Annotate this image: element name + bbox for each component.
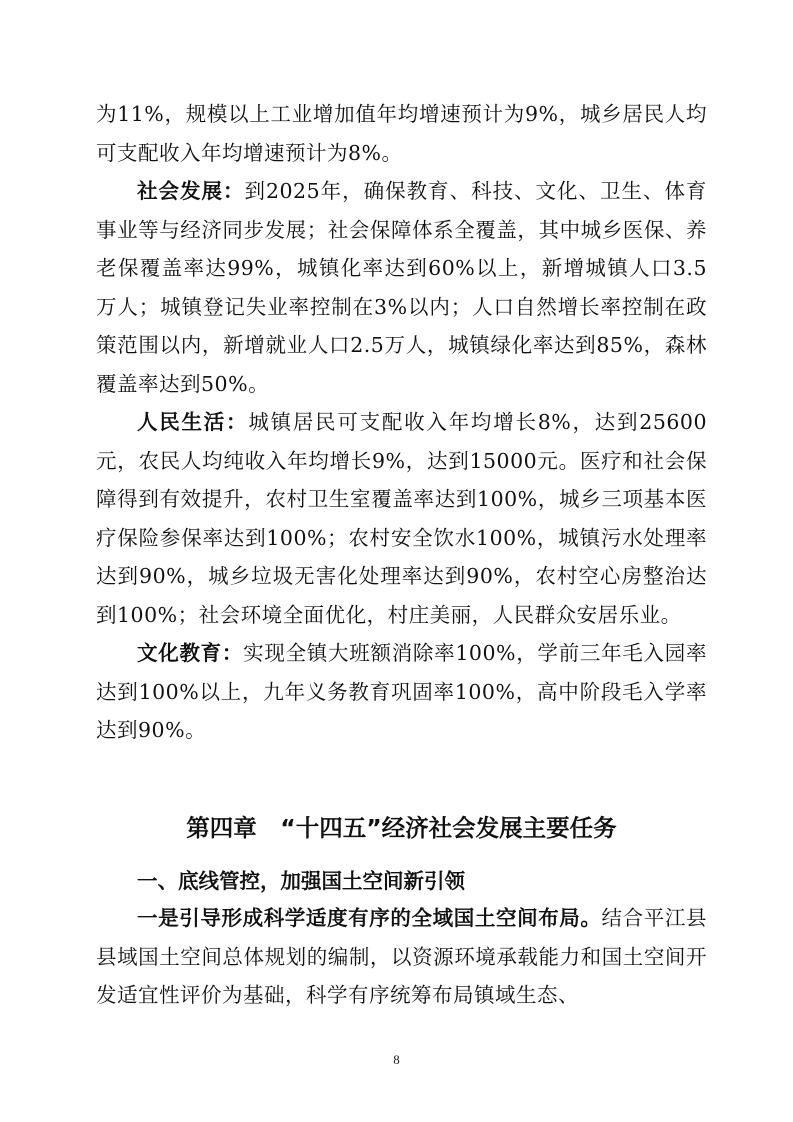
paragraph-lead-spatial: 一是引导形成科学适度有序的全域国土空间布局。 xyxy=(137,906,602,930)
paragraph-text: 实现全镇大班额消除率100%，学前三年毛入园率达到100%以上，九年义务教育巩固率100%，高中阶段毛入学率达到90%。 xyxy=(96,641,707,742)
paragraph-spatial-layout xyxy=(96,899,707,1015)
paragraph-continuation xyxy=(96,95,707,172)
paragraph-text: 结合平江县县域国土空间总体规划的编制，以资源环境承载能力和国土空间开发适宜性评价为基础，科学有序统筹布局镇域生态、 xyxy=(96,906,708,1007)
chapter-title: 第四章 “十四五”经济社会发展主要任务 xyxy=(186,814,617,842)
paragraph-people-life xyxy=(96,403,707,634)
paragraph-culture-education xyxy=(96,634,707,750)
paragraph-social-development xyxy=(96,172,707,403)
paragraph-lead-life: 人民生活： xyxy=(137,410,249,434)
paragraph-text: 到2025年，确保教育、科技、文化、卫生、体育事业等与经济同步发展；社会保障体系全覆盖，其中城乡医保、养老保覆盖率达99%，城镇化率达到60%以上，新增城镇人口3.5万人；城镇登记失业率控制在3%以内；人口自然增长率控制在政策范围以内，新增就业人口2.5万人，城镇绿化率达到85%，森林覆盖率达到50%。 xyxy=(96,179,708,396)
section-title: 一、底线管控，加强国土空间新引领 xyxy=(137,869,465,893)
paragraph-lead-social: 社会发展： xyxy=(137,179,245,203)
paragraph-lead-culture: 文化教育： xyxy=(137,641,244,665)
page-number: 8 xyxy=(393,1052,400,1067)
body-text-bottom xyxy=(96,899,707,1015)
paragraph-text: 为11%，规模以上工业增加值年均增速预计为9%，城乡居民人均可支配收入年均增速预计为8%。 xyxy=(96,102,707,165)
body-text-top xyxy=(96,95,707,750)
paragraph-text: 城镇居民可支配收入年均增长8%，达到25600元，农民人均纯收入年均增长9%，达到15000元。医疗和社会保障得到有效提升，农村卫生室覆盖率达到100%，城乡三项基本医疗保险参保率达到100%；农村安全饮水100%，城镇污水处理率达到90%，城乡垃圾无害化处理率达到90%，农村空心房整治达到100%；社会环境全面优化，村庄美丽，人民群众安居乐业。 xyxy=(96,410,708,627)
